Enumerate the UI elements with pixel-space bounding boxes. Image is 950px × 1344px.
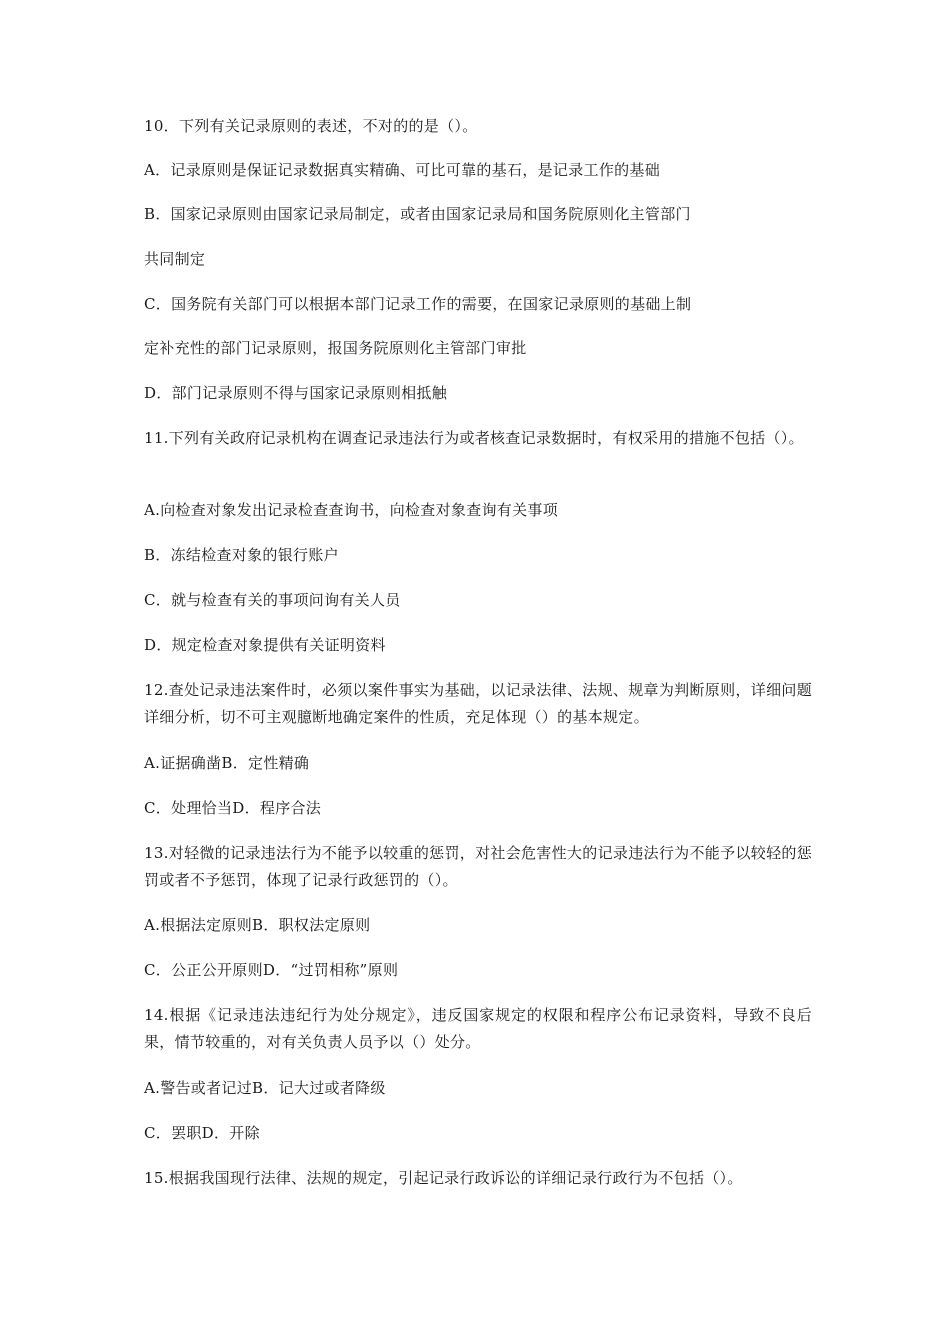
question-12-stem: 12.查处记录违法案件时，必须以案件事实为基础，以记录法律、法规、规章为判断原则，详细问题详细分析，切不可主观臆断地确定案件的性质，充足体现（）的基本规定。	[144, 681, 812, 726]
question-11-option-b: B．冻结检查对象的银行账户	[144, 546, 339, 564]
question-14-stem: 14.根据《记录违法违纪行为处分规定》，违反国家规定的权限和程序公布记录资料，导致不良后果，情节较重的，对有关负责人员予以（）处分。	[144, 1006, 812, 1051]
question-11-option-c: C．就与检查有关的事项问询有关人员	[144, 591, 401, 609]
question-13-options-ab: A.根据法定原则B．职权法定原则	[144, 916, 371, 934]
question-14-options-ab: A.警告或者记过B．记大过或者降级	[144, 1079, 386, 1097]
question-10-option-a: A．记录原则是保证记录数据真实精确、可比可靠的基石，是记录工作的基础	[144, 161, 661, 179]
question-11-stem: 11.下列有关政府记录机构在调查记录违法行为或者核查记录数据时，有权采用的措施不包括（）。	[144, 429, 804, 447]
question-10-option-b: B．国家记录原则由国家记录局制定，或者由国家记录局和国务院原则化主管部门	[144, 205, 691, 223]
question-15-stem: 15.根据我国现行法律、法规的规定，引起记录行政诉讼的详细记录行政行为不包括（）。	[144, 1169, 743, 1187]
question-10-option-b-continued: 共同制定	[144, 250, 206, 268]
question-10-stem: 10．下列有关记录原则的表述，不对的的是（）。	[144, 117, 478, 135]
question-11-option-a: A.向检查对象发出记录检查查询书，向检查对象查询有关事项	[144, 501, 559, 519]
question-10-option-c: C．国务院有关部门可以根据本部门记录工作的需要，在国家记录原则的基础上制	[144, 295, 692, 313]
question-11-option-d: D．规定检查对象提供有关证明资料	[144, 636, 386, 654]
question-14-options-cd: C．罢职D．开除	[144, 1124, 260, 1142]
question-13-options-cd: C．公正公开原则D．“过罚相称”原则	[144, 961, 399, 979]
question-10-option-d: D．部门记录原则不得与国家记录原则相抵触	[144, 384, 448, 402]
question-12-options-ab: A.证据确凿B．定性精确	[144, 754, 310, 772]
question-13-stem: 13.对轻微的记录违法行为不能予以较重的惩罚，对社会危害性大的记录违法行为不能予以较轻的惩罚或者不予惩罚，体现了记录行政惩罚的（）。	[144, 844, 812, 889]
question-12-options-cd: C．处理恰当D．程序合法	[144, 799, 322, 817]
question-10-option-c-continued: 定补充性的部门记录原则，报国务院原则化主管部门审批	[144, 339, 527, 357]
